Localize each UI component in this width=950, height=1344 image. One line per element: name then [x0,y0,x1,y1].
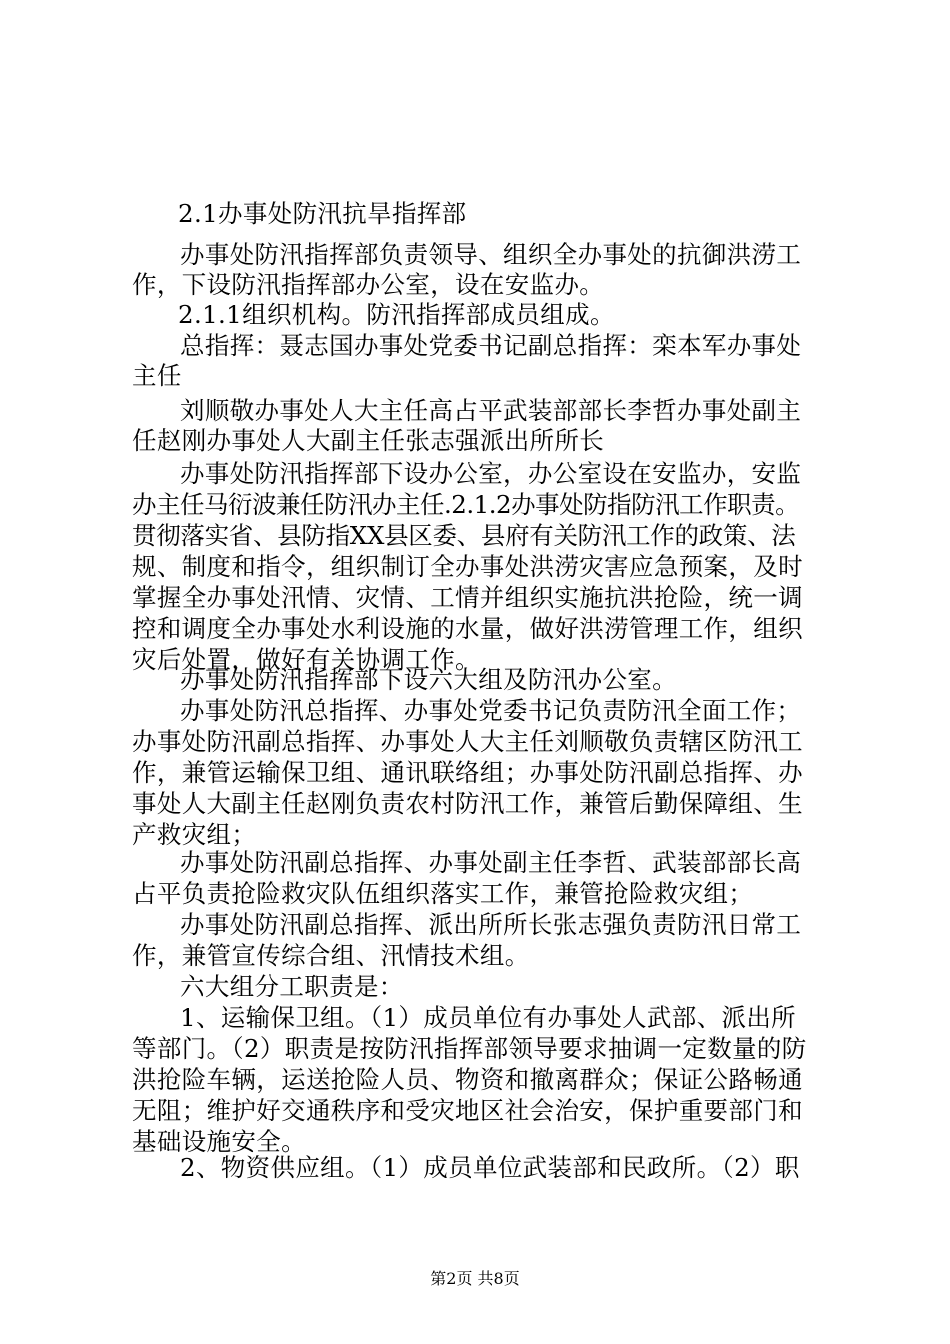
paragraph-line: 六大组分工职责是： [180,972,404,1001]
paragraph-line: 洪抢险车辆，运送抢险人员、物资和撤离群众；保证公路畅通 [132,1065,803,1094]
paragraph-line: 办事处防汛指挥部负责领导、组织全办事处的抗御洪涝工 [180,240,802,269]
paragraph-line: 办主任马衍波兼任防汛办主任.2.1.2办事处防指防汛工作职责。 [132,490,800,519]
page-number-footer: 第2页 共8页 [430,1269,520,1288]
paragraph-line: 作，兼管运输保卫组、通讯联络组；办事处防汛副总指挥、办 [132,758,803,787]
section-heading: 2.1办事处防汛抗旱指挥部 [178,199,467,228]
paragraph-line: 无阻；维护好交通秩序和受灾地区社会治安，保护重要部门和 [132,1096,803,1125]
paragraph-line: 占平负责抢险救灾队伍组织落实工作，兼管抢险救灾组； [132,879,754,908]
paragraph-line: 事处人大副主任赵刚负责农村防汛工作，兼管后勤保障组、生 [132,789,803,818]
paragraph-line: 掌握全办事处汛情、灾情、工情并组织实施抗洪抢险，统一调 [132,583,803,612]
paragraph-line: 总指挥：聂志国办事处党委书记副总指挥：栾本军办事处 [180,331,802,360]
paragraph-line: 办事处防汛副总指挥、办事处人大主任刘顺敬负责辖区防汛工 [132,727,803,756]
paragraph-line: 作，兼管宣传综合组、汛情技术组。 [132,941,530,970]
paragraph-line: 控和调度全办事处水利设施的水量，做好洪涝管理工作，组织 [132,614,803,643]
paragraph-line: 1、运输保卫组。（1）成员单位有办事处人武部、派出所 [180,1003,797,1032]
paragraph-line: 办事处防汛副总指挥、办事处副主任李哲、武装部部长高 [180,848,802,877]
paragraph-line: 主任 [132,361,182,390]
paragraph-line: 产救灾组； [132,820,257,849]
paragraph-line: 贯彻落实省、县防指XX县区委、县府有关防汛工作的政策、法 [132,521,796,550]
paragraph-line: 灾后处置，做好有关协调工作。 [132,645,480,674]
paragraph-line: 基础设施安全。 [132,1127,306,1156]
paragraph-line: 任赵刚办事处人大副主任张志强派出所所长 [132,426,605,455]
paragraph-line: 办事处防汛总指挥、办事处党委书记负责防汛全面工作； [180,696,802,725]
paragraph-line: 办事处防汛指挥部下设办公室，办公室设在安监办，安监 [180,459,802,488]
paragraph-line: 规、制度和指令，组织制订全办事处洪涝灾害应急预案，及时 [132,552,803,581]
paragraph-line: 等部门。（2）职责是按防汛指挥部领导要求抽调一定数量的防 [132,1034,807,1063]
paragraph-line: 2、物资供应组。（1）成员单位武装部和民政所。（2）职 [180,1153,800,1182]
paragraph-line: 办事处防汛指挥部下设六大组及防汛办公室。 [180,665,677,694]
paragraph-line: 办事处防汛副总指挥、派出所所长张志强负责防汛日常工 [180,910,802,939]
paragraph-line: 刘顺敬办事处人大主任高占平武装部部长李哲办事处副主 [180,396,802,425]
paragraph-line: 作，下设防汛指挥部办公室，设在安监办。 [132,270,605,299]
subsection-heading: 2.1.1组织机构。防汛指挥部成员组成。 [178,300,615,329]
